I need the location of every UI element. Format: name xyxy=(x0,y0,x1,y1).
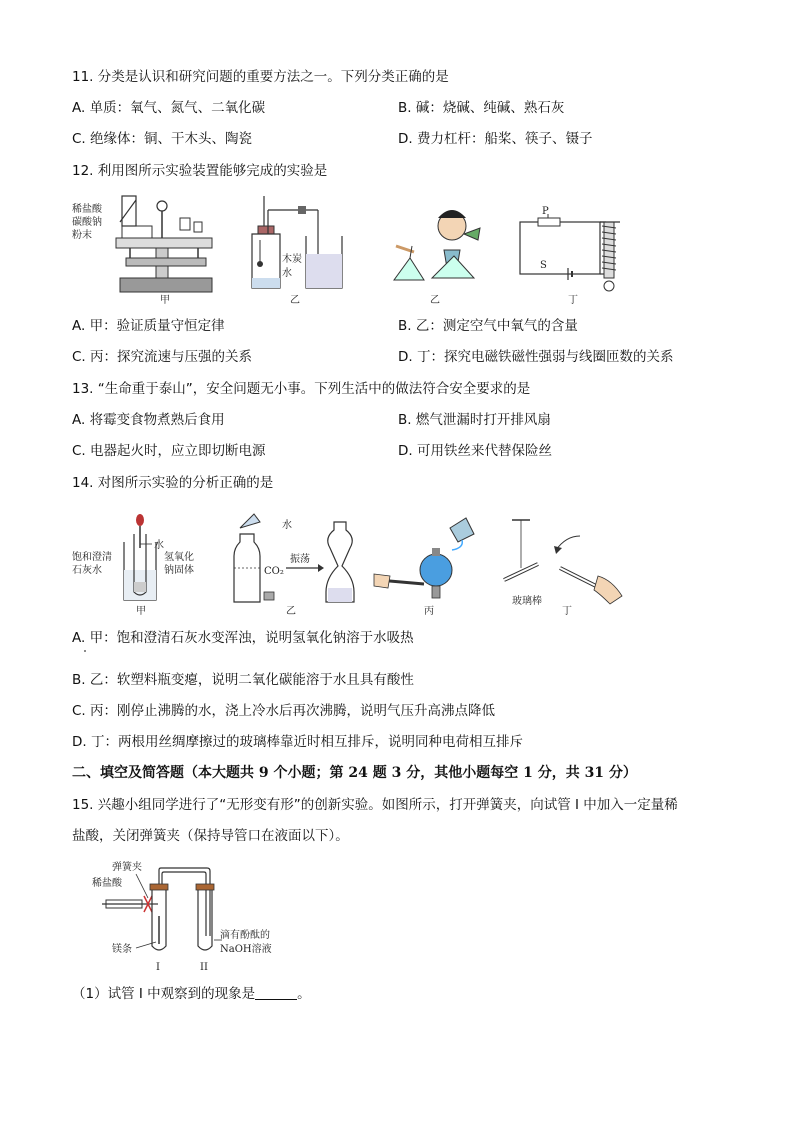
q13-option-d: D. 可用铁丝来代替保险丝 xyxy=(398,443,552,459)
q14-jia-label-naoh1: 氢氧化 xyxy=(164,552,194,563)
q14-stem: 14. 对图所示实验的分析正确的是 xyxy=(72,475,274,491)
section2-title: 二、填空及简答题（本大题共 9 个小题；第 24 题 3 分，其他小题每空 1 分，共 31 分） xyxy=(72,765,637,781)
q14-option-b: B. 乙：软塑料瓶变瘪，说明二氧化碳能溶于水且具有酸性 xyxy=(72,672,414,688)
q14-jia-label-lime2: 石灰水 xyxy=(72,565,102,576)
q14-option-d: D. 丁：两根用丝绸摩擦过的玻璃棒靠近时相互排斥，说明同种电荷相互排斥 xyxy=(72,734,523,750)
q12-figure-ding xyxy=(512,192,632,304)
q15-sub1-prefix: （1）试管 I 中观察到的现象是 xyxy=(72,986,256,1002)
q14-yi-label-shake: 振荡 xyxy=(290,554,310,565)
q14-yi-label-co2: CO₂ xyxy=(264,566,284,577)
q12-ding-label-p: P xyxy=(542,206,549,217)
q14-ding-caption: 丁 xyxy=(562,606,572,617)
q12-figure-yi xyxy=(238,192,358,304)
q12-yi-label-charcoal: 木炭 xyxy=(282,254,302,265)
q12-bing-caption: 乙 xyxy=(430,295,440,304)
q15-sub1-answer-blank[interactable] xyxy=(255,985,297,1000)
q14-yi-caption: 乙 xyxy=(286,606,296,617)
q12-option-b: B. 乙：测定空气中氧气的含量 xyxy=(398,318,578,334)
q11-option-b: B. 碱：烧碱、纯碱、熟石灰 xyxy=(398,100,565,116)
q12-ding-caption: 丁 xyxy=(568,295,578,304)
q12-stem: 12. 利用图所示实验装置能够完成的实验是 xyxy=(72,163,328,179)
q14-figure-bing xyxy=(370,508,500,620)
q12-option-d: D. 丁：探究电磁铁磁性强弱与线圈匝数的关系 xyxy=(398,349,674,365)
q15-label-naoh1: 滴有酚酞的 xyxy=(220,930,270,941)
q15-label-clip: 弹簧夹 xyxy=(112,862,142,873)
q14-figure-jia xyxy=(70,508,220,620)
q13-option-a: A. 将霉变食物煮熟后食用 xyxy=(72,412,225,428)
q11-option-c: C. 绝缘体：铜、干木头、陶瓷 xyxy=(72,131,253,147)
q15-sub1 xyxy=(72,985,311,1003)
q15-label-tube1: I xyxy=(156,962,160,973)
q15-figure xyxy=(92,856,322,976)
q12-yi-caption: 乙 xyxy=(290,295,300,304)
q14-yi-label-water: 水 xyxy=(282,520,292,531)
q15-stem-line2: 盐酸，关闭弹簧夹（保持导管口在液面以下）。 xyxy=(72,828,349,844)
q12-ding-label-s: S xyxy=(540,260,547,271)
q12-figure-jia xyxy=(70,192,220,304)
q12-yi-label-water: 水 xyxy=(282,268,292,279)
q13-stem: 13. “生命重于泰山”，安全问题无小事。下列生活中的做法符合安全要求的是 xyxy=(72,381,531,397)
q15-stem-line1: 15. 兴趣小组同学进行了“无形变有形”的创新实验。如图所示，打开弹簧夹，向试管 I 中加入一定量稀 xyxy=(72,797,678,813)
q14-jia-label-water: 水 xyxy=(154,540,164,551)
q13-option-c: C. 电器起火时，应立即切断电源 xyxy=(72,443,266,459)
q13-option-b: B. 燃气泄漏时打开排风扇 xyxy=(398,412,551,428)
q14-option-a: A. 甲：饱和澄清石灰水变浑浊，说明氢氧化钠溶于水吸热 xyxy=(72,630,414,646)
q11-option-a: A. 单质：氧气、氮气、二氧化碳 xyxy=(72,100,266,116)
q11-stem: 11. 分类是认识和研究问题的重要方法之一。下列分类正确的是 xyxy=(72,69,449,85)
q12-jia-label-acid: 稀盐酸 xyxy=(72,204,102,215)
q12-jia-label-salt1: 碳酸钠 xyxy=(72,217,102,228)
q15-label-tube2: II xyxy=(200,962,208,973)
q12-option-c: C. 丙：探究流速与压强的关系 xyxy=(72,349,253,365)
q14-jia-caption: 甲 xyxy=(136,606,146,617)
q11-option-d: D. 费力杠杆：船桨、筷子、镊子 xyxy=(398,131,593,147)
q14-option-c: C. 丙：刚停止沸腾的水，浇上冷水后再次沸腾，说明气压升高沸点降低 xyxy=(72,703,496,719)
q14-bing-caption: 丙 xyxy=(424,606,434,617)
q12-option-a: A. 甲：验证质量守恒定律 xyxy=(72,318,225,334)
q12-figure-bing xyxy=(384,192,494,304)
stray-dot xyxy=(84,650,86,652)
q12-jia-caption: 甲 xyxy=(160,295,170,304)
q15-label-naoh2: NaOH溶液 xyxy=(220,944,272,955)
q14-figure-ding xyxy=(500,508,630,620)
q14-jia-label-naoh2: 钠固体 xyxy=(164,565,194,576)
q14-figure-yi xyxy=(230,508,380,620)
q12-jia-label-salt2: 粉末 xyxy=(72,230,92,241)
q15-label-mg: 镁条 xyxy=(112,944,132,955)
q15-sub1-suffix: 。 xyxy=(297,986,311,1002)
q14-ding-label-rod: 玻璃棒 xyxy=(512,596,542,607)
q15-label-acid: 稀盐酸 xyxy=(92,878,122,889)
q14-jia-label-lime1: 饱和澄清 xyxy=(72,552,112,563)
